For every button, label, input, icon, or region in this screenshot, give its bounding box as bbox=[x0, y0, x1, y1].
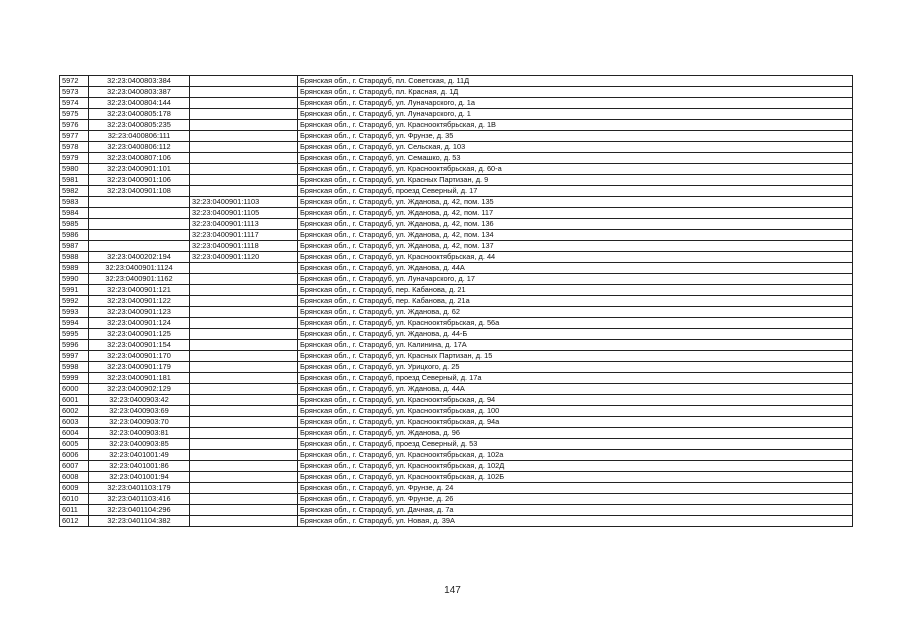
building-cadastral-number-cell bbox=[190, 186, 298, 197]
table-row bbox=[60, 230, 853, 241]
building-cadastral-number-cell bbox=[190, 175, 298, 186]
address-cell: Брянская обл., г. Стародуб, ул. Калинина, д. 17А bbox=[298, 340, 853, 351]
property-registry-table bbox=[59, 75, 853, 527]
row-number-cell: 5999 bbox=[60, 373, 89, 384]
table-row bbox=[60, 395, 853, 406]
building-cadastral-number-cell bbox=[190, 340, 298, 351]
address-cell: Брянская обл., г. Стародуб, ул. Жданова, д. 44-Б bbox=[298, 329, 853, 340]
building-cadastral-number-cell bbox=[190, 98, 298, 109]
row-number-cell: 6006 bbox=[60, 450, 89, 461]
cadastral-number-cell: 32:23:0400901:124 bbox=[89, 318, 190, 329]
address-cell: Брянская обл., г. Стародуб, проезд Северный, д. 17 bbox=[298, 186, 853, 197]
building-cadastral-number-cell bbox=[190, 483, 298, 494]
cadastral-number-cell: 32:23:0401103:416 bbox=[89, 494, 190, 505]
table-row bbox=[60, 318, 853, 329]
address-cell: Брянская обл., г. Стародуб, ул. Семашко, д. 53 bbox=[298, 153, 853, 164]
cadastral-number-cell: 32:23:0400806:112 bbox=[89, 142, 190, 153]
address-cell: Брянская обл., г. Стародуб, проезд Северный, д. 53 bbox=[298, 439, 853, 450]
cadastral-number-cell: 32:23:0400903:81 bbox=[89, 428, 190, 439]
cadastral-number-cell bbox=[89, 241, 190, 252]
table-row bbox=[60, 76, 853, 87]
table-row bbox=[60, 131, 853, 142]
row-number-cell: 5985 bbox=[60, 219, 89, 230]
cadastral-number-cell: 32:23:0400805:235 bbox=[89, 120, 190, 131]
address-cell: Брянская обл., г. Стародуб, пл. Советская, д. 11Д bbox=[298, 76, 853, 87]
table-row bbox=[60, 175, 853, 186]
row-number-cell: 6009 bbox=[60, 483, 89, 494]
row-number-cell: 6004 bbox=[60, 428, 89, 439]
table-row bbox=[60, 241, 853, 252]
row-number-cell: 5982 bbox=[60, 186, 89, 197]
cadastral-number-cell: 32:23:0400901:122 bbox=[89, 296, 190, 307]
building-cadastral-number-cell bbox=[190, 142, 298, 153]
cadastral-number-cell: 32:23:0400901:125 bbox=[89, 329, 190, 340]
building-cadastral-number-cell: 32:23:0400901:1103 bbox=[190, 197, 298, 208]
table-row bbox=[60, 296, 853, 307]
row-number-cell: 6000 bbox=[60, 384, 89, 395]
row-number-cell: 5990 bbox=[60, 274, 89, 285]
cadastral-number-cell: 32:23:0400901:179 bbox=[89, 362, 190, 373]
table-row bbox=[60, 307, 853, 318]
cadastral-number-cell: 32:23:0401104:382 bbox=[89, 516, 190, 527]
cadastral-number-cell: 32:23:0400804:144 bbox=[89, 98, 190, 109]
table-row bbox=[60, 483, 853, 494]
cadastral-number-cell: 32:23:0401001:86 bbox=[89, 461, 190, 472]
building-cadastral-number-cell bbox=[190, 428, 298, 439]
address-cell: Брянская обл., г. Стародуб, пер. Кабанова, д. 21а bbox=[298, 296, 853, 307]
building-cadastral-number-cell bbox=[190, 439, 298, 450]
table-row bbox=[60, 197, 853, 208]
address-cell: Брянская обл., г. Стародуб, ул. Жданова, д. 42, пом. 134 bbox=[298, 230, 853, 241]
address-cell: Брянская обл., г. Стародуб, ул. Краснооктябрьская, д. 94а bbox=[298, 417, 853, 428]
row-number-cell: 6003 bbox=[60, 417, 89, 428]
table-row bbox=[60, 340, 853, 351]
table-row bbox=[60, 252, 853, 263]
building-cadastral-number-cell bbox=[190, 406, 298, 417]
building-cadastral-number-cell bbox=[190, 505, 298, 516]
building-cadastral-number-cell bbox=[190, 307, 298, 318]
row-number-cell: 5977 bbox=[60, 131, 89, 142]
address-cell: Брянская обл., г. Стародуб, ул. Луначарского, д. 17 bbox=[298, 274, 853, 285]
row-number-cell: 5989 bbox=[60, 263, 89, 274]
cadastral-number-cell: 32:23:0401001:49 bbox=[89, 450, 190, 461]
cadastral-number-cell: 32:23:0400903:85 bbox=[89, 439, 190, 450]
building-cadastral-number-cell bbox=[190, 329, 298, 340]
row-number-cell: 5981 bbox=[60, 175, 89, 186]
building-cadastral-number-cell bbox=[190, 153, 298, 164]
cadastral-number-cell: 32:23:0400901:1124 bbox=[89, 263, 190, 274]
building-cadastral-number-cell bbox=[190, 417, 298, 428]
table-row bbox=[60, 208, 853, 219]
row-number-cell: 5979 bbox=[60, 153, 89, 164]
table-row bbox=[60, 505, 853, 516]
row-number-cell: 5995 bbox=[60, 329, 89, 340]
address-cell: Брянская обл., г. Стародуб, ул. Краснооктябрьская, д. 102Д bbox=[298, 461, 853, 472]
cadastral-number-cell: 32:23:0400803:384 bbox=[89, 76, 190, 87]
address-cell: Брянская обл., г. Стародуб, ул. Жданова, д. 42, пом. 135 bbox=[298, 197, 853, 208]
cadastral-number-cell: 32:23:0400806:111 bbox=[89, 131, 190, 142]
building-cadastral-number-cell bbox=[190, 120, 298, 131]
building-cadastral-number-cell bbox=[190, 450, 298, 461]
building-cadastral-number-cell bbox=[190, 318, 298, 329]
cadastral-number-cell: 32:23:0400202:194 bbox=[89, 252, 190, 263]
row-number-cell: 6011 bbox=[60, 505, 89, 516]
building-cadastral-number-cell bbox=[190, 76, 298, 87]
table-row bbox=[60, 439, 853, 450]
cadastral-number-cell: 32:23:0400902:129 bbox=[89, 384, 190, 395]
building-cadastral-number-cell bbox=[190, 296, 298, 307]
cadastral-number-cell bbox=[89, 208, 190, 219]
building-cadastral-number-cell bbox=[190, 472, 298, 483]
cadastral-number-cell: 32:23:0400903:70 bbox=[89, 417, 190, 428]
address-cell: Брянская обл., г. Стародуб, ул. Сельская, д. 103 bbox=[298, 142, 853, 153]
cadastral-number-cell bbox=[89, 230, 190, 241]
row-number-cell: 5994 bbox=[60, 318, 89, 329]
address-cell: Брянская обл., г. Стародуб, ул. Краснооктябрьская, д. 100 bbox=[298, 406, 853, 417]
address-cell: Брянская обл., г. Стародуб, ул. Краснооктябрьская, д. 60-а bbox=[298, 164, 853, 175]
cadastral-number-cell: 32:23:0401103:179 bbox=[89, 483, 190, 494]
table-row bbox=[60, 494, 853, 505]
address-cell: Брянская обл., г. Стародуб, пл. Красная, д. 1Д bbox=[298, 87, 853, 98]
address-cell: Брянская обл., г. Стародуб, ул. Жданова, д. 42, пом. 137 bbox=[298, 241, 853, 252]
table-row bbox=[60, 87, 853, 98]
cadastral-number-cell bbox=[89, 219, 190, 230]
building-cadastral-number-cell: 32:23:0400901:1117 bbox=[190, 230, 298, 241]
table-row bbox=[60, 351, 853, 362]
address-cell: Брянская обл., г. Стародуб, ул. Урицкого, д. 25 bbox=[298, 362, 853, 373]
row-number-cell: 5991 bbox=[60, 285, 89, 296]
building-cadastral-number-cell bbox=[190, 87, 298, 98]
table-row bbox=[60, 406, 853, 417]
building-cadastral-number-cell bbox=[190, 362, 298, 373]
row-number-cell: 5993 bbox=[60, 307, 89, 318]
table-row bbox=[60, 362, 853, 373]
address-cell: Брянская обл., г. Стародуб, ул. Жданова, д. 44А bbox=[298, 384, 853, 395]
row-number-cell: 6008 bbox=[60, 472, 89, 483]
table-row bbox=[60, 219, 853, 230]
building-cadastral-number-cell: 32:23:0400901:1105 bbox=[190, 208, 298, 219]
building-cadastral-number-cell bbox=[190, 109, 298, 120]
building-cadastral-number-cell bbox=[190, 263, 298, 274]
building-cadastral-number-cell bbox=[190, 384, 298, 395]
building-cadastral-number-cell bbox=[190, 285, 298, 296]
table-row bbox=[60, 164, 853, 175]
table-row bbox=[60, 120, 853, 131]
table-row bbox=[60, 274, 853, 285]
cadastral-number-cell: 32:23:0400903:42 bbox=[89, 395, 190, 406]
table-row bbox=[60, 417, 853, 428]
building-cadastral-number-cell: 32:23:0400901:1118 bbox=[190, 241, 298, 252]
cadastral-number-cell: 32:23:0400901:101 bbox=[89, 164, 190, 175]
row-number-cell: 5997 bbox=[60, 351, 89, 362]
address-cell: Брянская обл., г. Стародуб, ул. Жданова, д. 96 bbox=[298, 428, 853, 439]
building-cadastral-number-cell bbox=[190, 461, 298, 472]
row-number-cell: 6012 bbox=[60, 516, 89, 527]
address-cell: Брянская обл., г. Стародуб, ул. Красных Партизан, д. 9 bbox=[298, 175, 853, 186]
row-number-cell: 5974 bbox=[60, 98, 89, 109]
address-cell: Брянская обл., г. Стародуб, ул. Краснооктябрьская, д. 1В bbox=[298, 120, 853, 131]
address-cell: Брянская обл., г. Стародуб, ул. Краснооктябрьская, д. 102а bbox=[298, 450, 853, 461]
address-cell: Брянская обл., г. Стародуб, ул. Луначарского, д. 1 bbox=[298, 109, 853, 120]
cadastral-number-cell: 32:23:0400901:106 bbox=[89, 175, 190, 186]
page-number: 147 bbox=[444, 585, 461, 596]
row-number-cell: 5976 bbox=[60, 120, 89, 131]
building-cadastral-number-cell bbox=[190, 351, 298, 362]
table-row bbox=[60, 109, 853, 120]
address-cell: Брянская обл., г. Стародуб, ул. Жданова, д. 42, пом. 117 bbox=[298, 208, 853, 219]
address-cell: Брянская обл., г. Стародуб, ул. Луначарского, д. 1а bbox=[298, 98, 853, 109]
table-row bbox=[60, 142, 853, 153]
row-number-cell: 5972 bbox=[60, 76, 89, 87]
cadastral-number-cell: 32:23:0401001:94 bbox=[89, 472, 190, 483]
table-row bbox=[60, 285, 853, 296]
building-cadastral-number-cell bbox=[190, 373, 298, 384]
row-number-cell: 5986 bbox=[60, 230, 89, 241]
cadastral-number-cell: 32:23:0400805:178 bbox=[89, 109, 190, 120]
address-cell: Брянская обл., г. Стародуб, проезд Северный, д. 17а bbox=[298, 373, 853, 384]
cadastral-number-cell: 32:23:0400901:121 bbox=[89, 285, 190, 296]
building-cadastral-number-cell: 32:23:0400901:1113 bbox=[190, 219, 298, 230]
cadastral-number-cell: 32:23:0400807:106 bbox=[89, 153, 190, 164]
cadastral-number-cell: 32:23:0400901:123 bbox=[89, 307, 190, 318]
address-cell: Брянская обл., г. Стародуб, ул. Жданова, д. 42, пом. 136 bbox=[298, 219, 853, 230]
row-number-cell: 6002 bbox=[60, 406, 89, 417]
row-number-cell: 6010 bbox=[60, 494, 89, 505]
row-number-cell: 5973 bbox=[60, 87, 89, 98]
cadastral-number-cell bbox=[89, 197, 190, 208]
table-row bbox=[60, 516, 853, 527]
table-row bbox=[60, 472, 853, 483]
building-cadastral-number-cell bbox=[190, 494, 298, 505]
building-cadastral-number-cell bbox=[190, 164, 298, 175]
cadastral-number-cell: 32:23:0401104:296 bbox=[89, 505, 190, 516]
address-cell: Брянская обл., г. Стародуб, ул. Жданова, д. 44А bbox=[298, 263, 853, 274]
cadastral-number-cell: 32:23:0400803:387 bbox=[89, 87, 190, 98]
row-number-cell: 6007 bbox=[60, 461, 89, 472]
address-cell: Брянская обл., г. Стародуб, ул. Краснооктябрьская, д. 44 bbox=[298, 252, 853, 263]
registry-table-body bbox=[60, 76, 853, 527]
address-cell: Брянская обл., г. Стародуб, ул. Красных Партизан, д. 15 bbox=[298, 351, 853, 362]
address-cell: Брянская обл., г. Стародуб, ул. Дачная, д. 7а bbox=[298, 505, 853, 516]
address-cell: Брянская обл., г. Стародуб, ул. Фрунзе, д. 26 bbox=[298, 494, 853, 505]
table-row bbox=[60, 153, 853, 164]
address-cell: Брянская обл., г. Стародуб, ул. Краснооктябрьская, д. 102Б bbox=[298, 472, 853, 483]
row-number-cell: 5980 bbox=[60, 164, 89, 175]
table-row bbox=[60, 450, 853, 461]
cadastral-number-cell: 32:23:0400901:170 bbox=[89, 351, 190, 362]
table-row bbox=[60, 373, 853, 384]
cadastral-number-cell: 32:23:0400901:108 bbox=[89, 186, 190, 197]
address-cell: Брянская обл., г. Стародуб, ул. Краснооктябрьская, д. 56а bbox=[298, 318, 853, 329]
row-number-cell: 6005 bbox=[60, 439, 89, 450]
building-cadastral-number-cell bbox=[190, 131, 298, 142]
address-cell: Брянская обл., г. Стародуб, ул. Краснооктябрьская, д. 94 bbox=[298, 395, 853, 406]
row-number-cell: 5992 bbox=[60, 296, 89, 307]
table-row bbox=[60, 329, 853, 340]
table-row bbox=[60, 186, 853, 197]
building-cadastral-number-cell bbox=[190, 395, 298, 406]
row-number-cell: 5988 bbox=[60, 252, 89, 263]
row-number-cell: 5987 bbox=[60, 241, 89, 252]
table-row bbox=[60, 384, 853, 395]
address-cell: Брянская обл., г. Стародуб, пер. Кабанова, д. 21 bbox=[298, 285, 853, 296]
building-cadastral-number-cell bbox=[190, 516, 298, 527]
cadastral-number-cell: 32:23:0400901:1162 bbox=[89, 274, 190, 285]
table-row bbox=[60, 98, 853, 109]
table-row bbox=[60, 461, 853, 472]
cadastral-number-cell: 32:23:0400901:154 bbox=[89, 340, 190, 351]
cadastral-number-cell: 32:23:0400901:181 bbox=[89, 373, 190, 384]
building-cadastral-number-cell bbox=[190, 274, 298, 285]
row-number-cell: 5998 bbox=[60, 362, 89, 373]
row-number-cell: 5984 bbox=[60, 208, 89, 219]
building-cadastral-number-cell: 32:23:0400901:1120 bbox=[190, 252, 298, 263]
address-cell: Брянская обл., г. Стародуб, ул. Жданова, д. 62 bbox=[298, 307, 853, 318]
address-cell: Брянская обл., г. Стародуб, ул. Фрунзе, д. 24 bbox=[298, 483, 853, 494]
row-number-cell: 6001 bbox=[60, 395, 89, 406]
cadastral-number-cell: 32:23:0400903:69 bbox=[89, 406, 190, 417]
row-number-cell: 5975 bbox=[60, 109, 89, 120]
row-number-cell: 5996 bbox=[60, 340, 89, 351]
address-cell: Брянская обл., г. Стародуб, ул. Фрунзе, д. 35 bbox=[298, 131, 853, 142]
row-number-cell: 5978 bbox=[60, 142, 89, 153]
row-number-cell: 5983 bbox=[60, 197, 89, 208]
table-row bbox=[60, 263, 853, 274]
table-row bbox=[60, 428, 853, 439]
address-cell: Брянская обл., г. Стародуб, ул. Новая, д. 39А bbox=[298, 516, 853, 527]
